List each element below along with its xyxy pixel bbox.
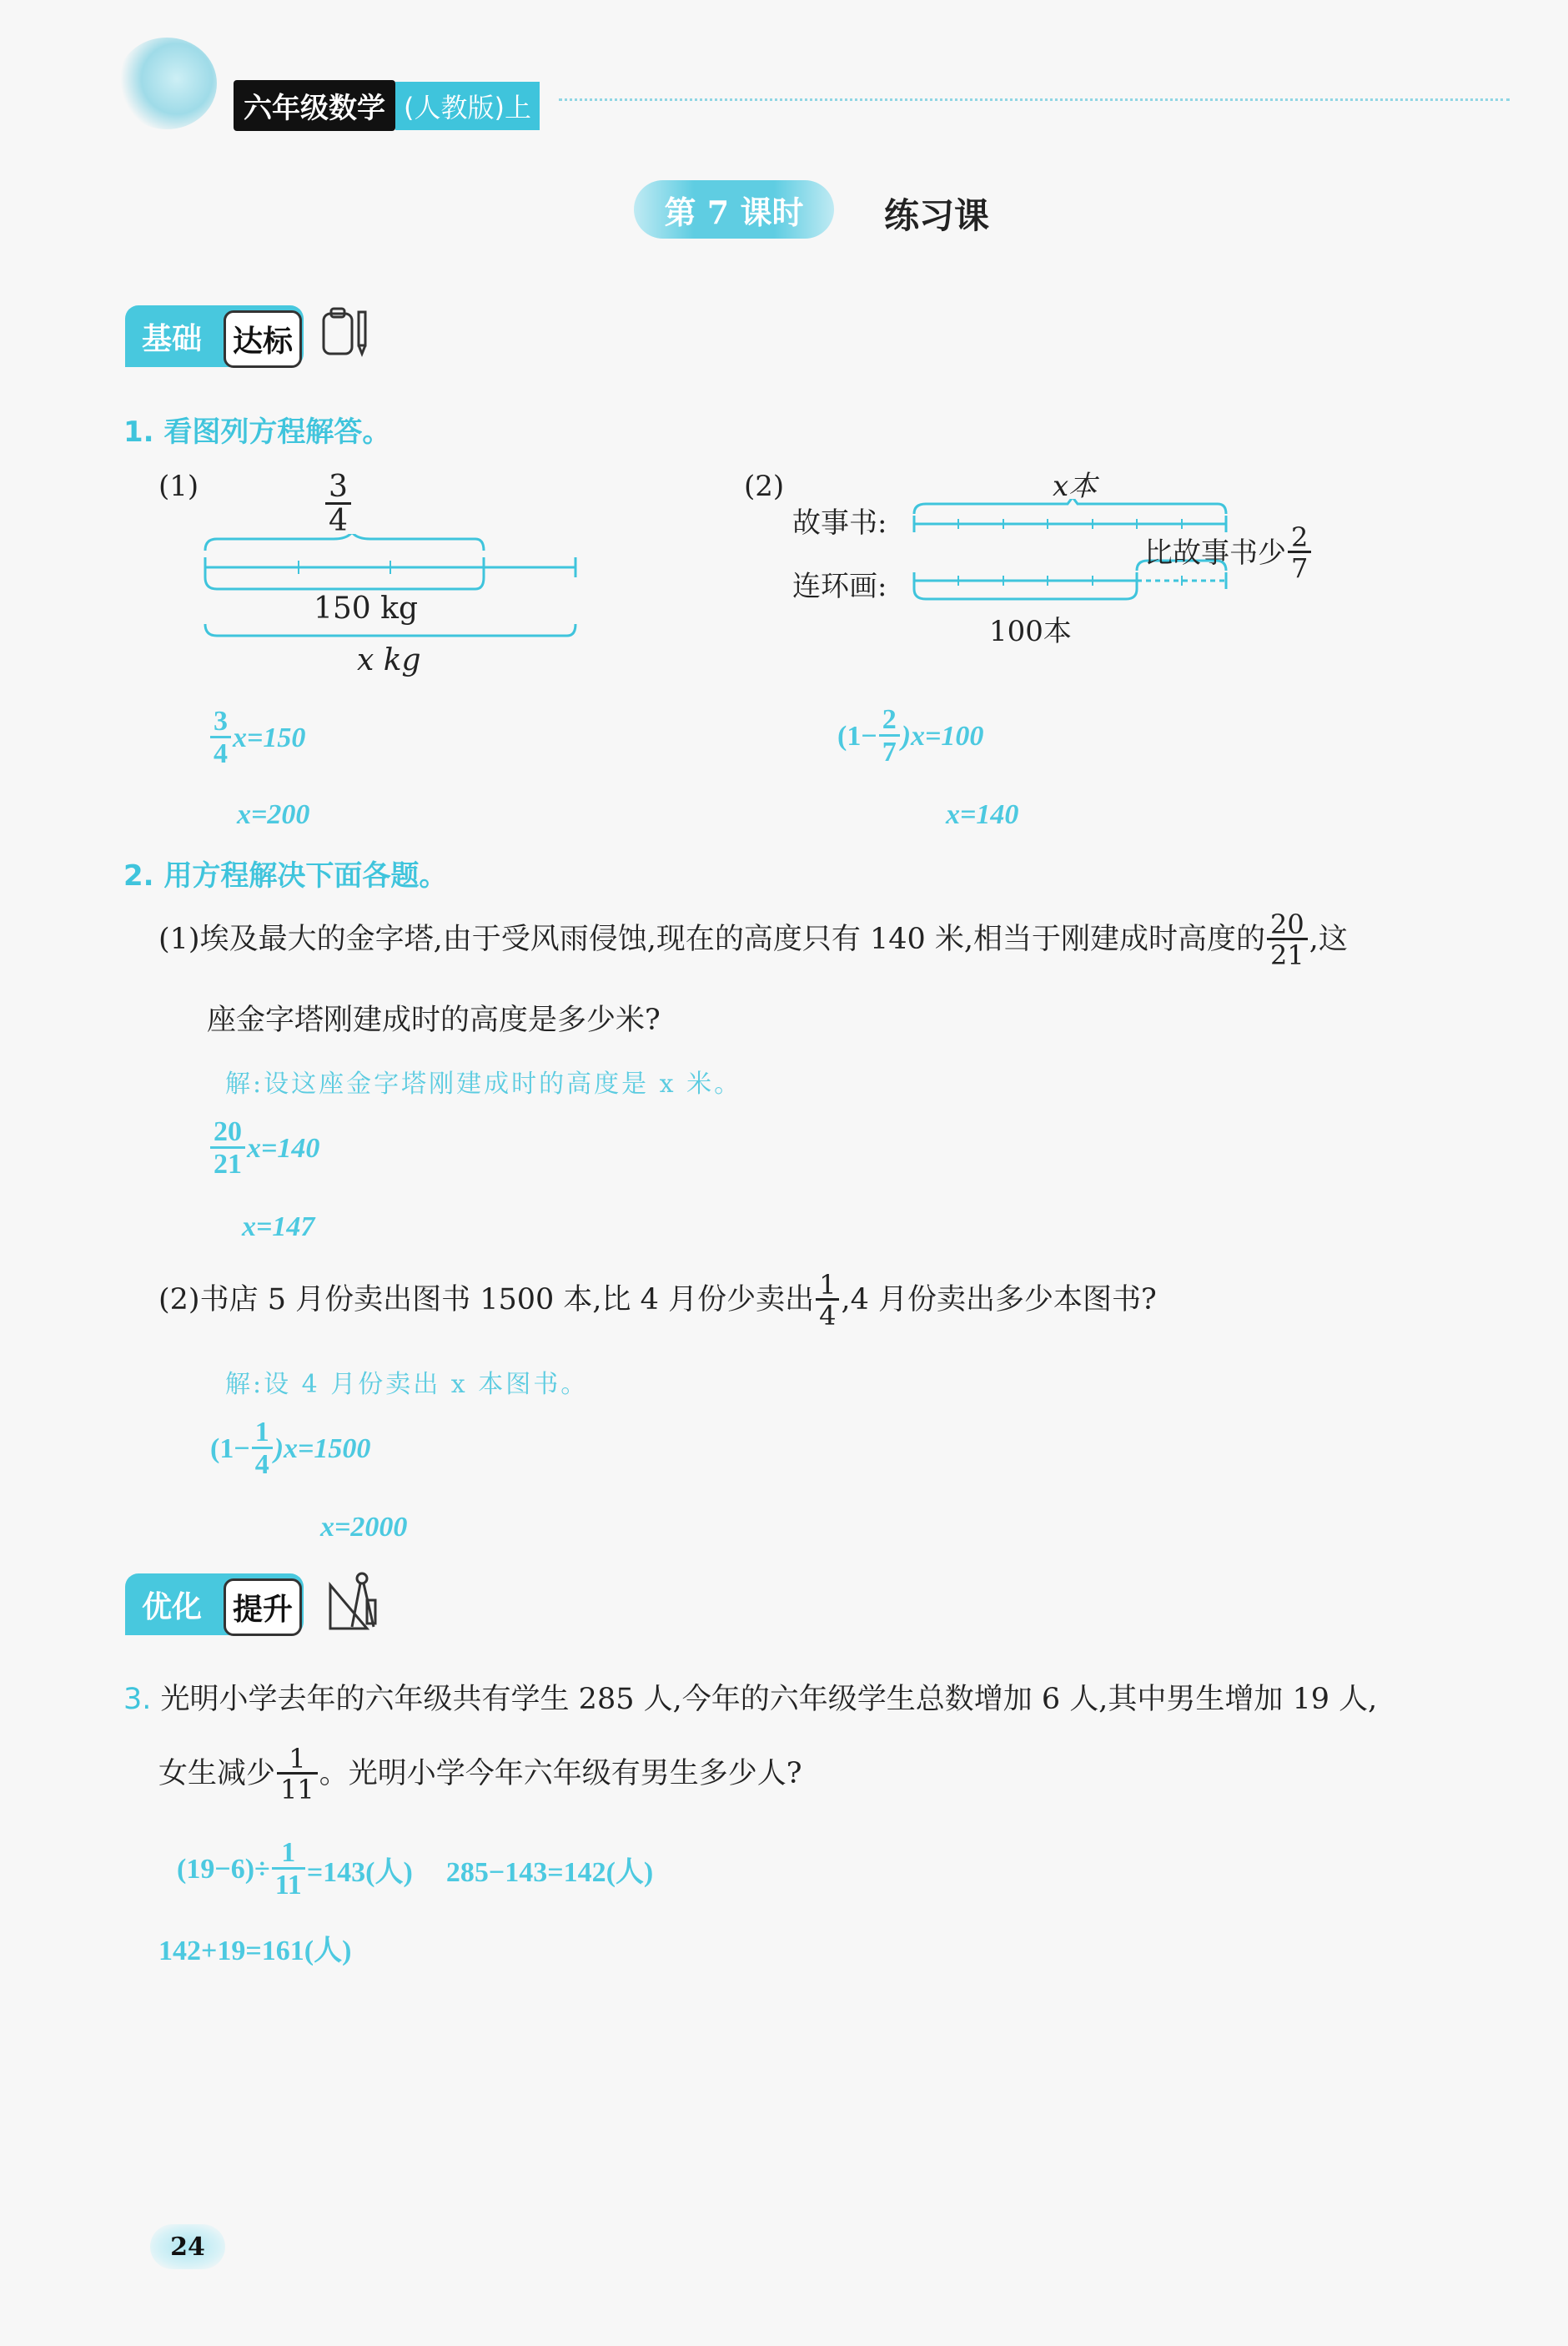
tag-text-a: 优化: [142, 1590, 203, 1624]
frac-denominator: 7: [1288, 551, 1311, 581]
answer-expression: )x=1500: [274, 1432, 371, 1464]
header-dotted-line: [559, 98, 1510, 101]
frac-denominator: 4: [210, 736, 231, 768]
answer-expression: =143(人): [306, 1857, 413, 1888]
side-note-text: 比故事书少: [1144, 536, 1286, 570]
frac-numerator: 1: [281, 1837, 296, 1868]
frac-denominator: 21: [1267, 938, 1308, 969]
frac-denominator: 11: [272, 1867, 305, 1900]
frac-numerator: 1: [819, 1269, 837, 1301]
ruler-compass-icon: [324, 1568, 384, 1635]
q1-part2-side-note: [1144, 521, 1313, 584]
q2-part1-text-line1: [158, 911, 1348, 969]
lesson-number: 第 7 课时: [664, 193, 804, 231]
q1-part2-bottom-label: 100本: [989, 615, 1072, 648]
section-tag-advanced: [125, 1573, 304, 1635]
header-decoration: [117, 38, 217, 129]
q3-text-line1: [123, 1685, 1377, 1714]
frac-numerator: 2: [1291, 521, 1309, 553]
question-text: ,这: [1309, 923, 1348, 956]
question-text: (1)埃及最大的金字塔,由于受风雨侵蚀,现在的高度只有 140 米,相当于刚建成时高度的: [158, 923, 1266, 956]
frac-numerator: 1: [289, 1743, 306, 1775]
page-number-badge: [150, 2224, 225, 2269]
answer-expression: x=140: [247, 1132, 320, 1164]
q1-part2-answer-line2: x=140: [946, 799, 1019, 830]
lesson-title: 练习课: [884, 195, 990, 236]
frac-denominator: 7: [879, 734, 900, 767]
frac-denominator: 21: [210, 1146, 245, 1179]
frac-denominator: 4: [252, 1447, 273, 1479]
tag-text-b: 达标: [224, 310, 302, 368]
frac-numerator: 20: [214, 1116, 242, 1147]
frac-numerator: 20: [1270, 909, 1304, 940]
book-title: 六年级数学: [234, 80, 395, 131]
question-text: 光明小学去年的六年级共有学生 285 人,今年的六年级学生总数增加 6 人,其中男生增加 19 人,: [160, 1683, 1378, 1716]
frac-denominator: 4: [816, 1298, 839, 1329]
frac-numerator: 3: [214, 706, 228, 737]
q2-part2-text: [158, 1269, 1157, 1332]
q1-part2-answer-line1: [837, 706, 983, 767]
q1-part1-diagram: [200, 534, 584, 642]
answer-expression-2: 285−143=142(人): [445, 1857, 654, 1888]
q3-number: 3.: [123, 1683, 152, 1716]
lesson-badge: [634, 180, 834, 239]
question-text: (2)书店 5 月份卖出图书 1500 本,比 4 月份少卖出: [158, 1283, 815, 1316]
q1-part2-top-label: x本: [1053, 470, 1098, 503]
q3-answer-line2: 142+19=161(人): [158, 1936, 352, 1966]
edition-label: (人教版)上: [395, 82, 540, 130]
q1-part2-label: (2): [744, 470, 785, 503]
q3-answer-line1: [177, 1839, 653, 1900]
section-tag-basic: [125, 305, 304, 367]
answer-expression: x=150: [233, 722, 306, 753]
q2-part1-text-line2: 座金字塔刚建成时的高度是多少米?: [207, 1004, 661, 1037]
q1-part1-mid-label: 150 kg: [314, 592, 419, 626]
question-text: 女生减少: [158, 1757, 276, 1790]
question-text: 。光明小学今年六年级有男生多少人?: [319, 1757, 802, 1790]
q1-part1-answer-line2: x=200: [237, 799, 310, 830]
frac-numerator: 1: [254, 1417, 269, 1447]
q1-part1-top-fraction: [324, 472, 353, 536]
q1-title: 1. 看图列方程解答。: [123, 415, 391, 449]
frac-numerator: 3: [329, 470, 348, 504]
header-bar: [234, 80, 540, 131]
q2-part1-answer-line1: [209, 1118, 319, 1179]
q1-part2-row1-label: 故事书:: [792, 506, 887, 540]
q2-part2-answer-line1: [210, 1418, 370, 1479]
q2-part1-answer-line2: x=147: [242, 1211, 315, 1242]
q2-title: 2. 用方程解决下面各题。: [123, 859, 448, 893]
q1-part2-row2-label: 连环画:: [792, 570, 887, 603]
q2-part2-answer-line2: x=2000: [320, 1512, 408, 1543]
frac-numerator: 2: [882, 704, 897, 735]
question-text: ,4 月份卖出多少本图书?: [841, 1283, 1157, 1316]
tag-text-a: 基础: [142, 322, 203, 356]
answer-prefix: (1−: [210, 1432, 250, 1464]
frac-denominator: 4: [325, 502, 351, 536]
tag-text-b: 提升: [224, 1578, 302, 1636]
answer-expression: (19−6)÷: [177, 1853, 270, 1885]
q2-part2-solution: 解:设 4 月份卖出 x 本图书。: [225, 1370, 589, 1399]
frac-denominator: 11: [277, 1772, 318, 1803]
q2-part1-solution: 解:设这座金字塔刚建成时的高度是 x 米。: [225, 1070, 742, 1099]
q1-part1-bottom-label: x kg: [357, 643, 421, 677]
q3-text-line2: [158, 1745, 802, 1803]
q1-part1-label: (1): [158, 470, 199, 503]
answer-expression: )x=100: [901, 720, 984, 752]
page-number: 24: [170, 2232, 205, 2262]
answer-prefix: (1−: [837, 720, 877, 752]
q1-part1-answer-line1: [209, 707, 305, 768]
clipboard-icon: [317, 304, 375, 362]
